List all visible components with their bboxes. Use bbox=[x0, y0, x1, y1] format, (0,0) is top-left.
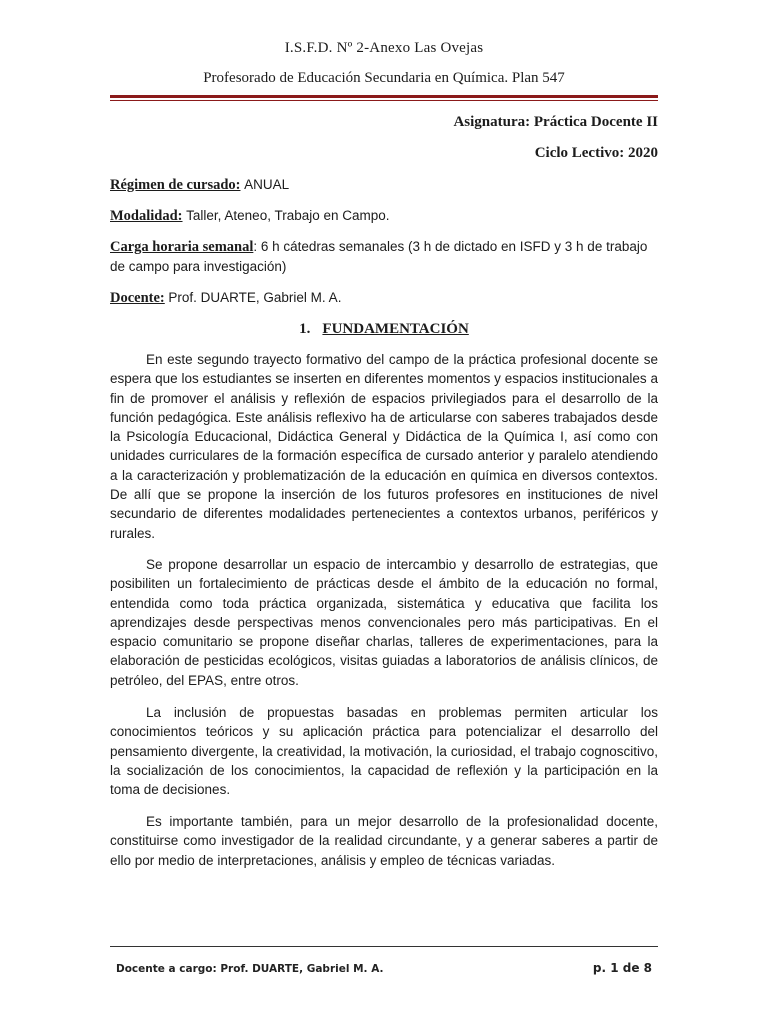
course-cycle: Ciclo Lectivo: 2020 bbox=[534, 145, 658, 161]
regimen-label: Régimen de cursado: bbox=[110, 177, 241, 193]
header-institution: I.S.F.D. Nº 2-Anexo Las Ovejas bbox=[284, 40, 484, 56]
regimen-value: ANUAL bbox=[244, 177, 290, 192]
footer-rule bbox=[110, 946, 658, 947]
course-subject: Asignatura: Práctica Docente II bbox=[453, 114, 658, 130]
docente-value: Prof. DUARTE, Gabriel M. A. bbox=[168, 290, 342, 305]
header-rule-thick bbox=[110, 95, 658, 98]
header-program: Profesorado de Educación Secundaria en Química. Plan 547 bbox=[203, 70, 565, 86]
section-title: FUNDAMENTACIÓN bbox=[322, 321, 469, 337]
meta-carga bbox=[110, 237, 658, 277]
modalidad-value: Taller, Ateneo, Trabajo en Campo. bbox=[186, 208, 390, 223]
meta-regimen bbox=[110, 175, 658, 195]
section-number: 1. bbox=[299, 321, 311, 337]
modalidad-label: Modalidad: bbox=[110, 208, 183, 224]
paragraph: La inclusión de propuestas basadas en problemas permiten articular los conocimientos teóricos y su aplicación práctica para potencializar el desarrollo del pensamiento divergente, la creatividad, la motivación, la curiosidad, el trabajo cognoscitivo, la socialización de los conocimientos, la capacidad de reflexión y la participación en la toma de decisiones. bbox=[110, 705, 658, 798]
paragraph: Se propone desarrollar un espacio de intercambio y desarrollo de estrategias, que posibiliten un fortalecimiento de prácticas desde el ámbito de la educación no formal, entendida como toda práctica organizada, sistemática y educativa que facilita los aprendizajes desde perspectivas menos convencionales pero más participativas. En el espacio comunitario se propone diseñar charlas, talleres de experimentaciones, para la elaboración de pesticidas ecológicos, visitas guiadas a laboratorios de análisis clínicos, de petróleo, del EPAS, entre otros. bbox=[110, 557, 658, 688]
document-page bbox=[110, 0, 658, 1024]
docente-label: Docente: bbox=[110, 290, 165, 306]
paragraph: Es importante también, para un mejor desarrollo de la profesionalidad docente, constituirse como investigador de la realidad circundante, y a generar saberes a partir de ello por medio de interpretaciones, análisis y empleo de técnicas variadas. bbox=[110, 814, 658, 868]
paragraph: En este segundo trayecto formativo del campo de la práctica profesional docente se espera que los estudiantes se inserten en diferentes momentos y espacios institucionales a fin de promover el análisis y reflexión de espacios privilegiados para el desarrollo de la función pedagógica. Este análisis reflexivo ha de articularse con saberes trabajados desde la Psicología Educacional, Didáctica General y Didáctica de la Química I, así como con unidades curriculares de la formación específica de cursado anterior y paralelo atendiendo a la caracterización y problematización de la educación en química en diversos contextos. De allí que se propone la inserción de los futuros profesores en instituciones de nivel secundario de diferentes modalidades pertenecientes a contextos urbanos, periféricos y rurales. bbox=[110, 352, 658, 541]
meta-modalidad bbox=[110, 206, 658, 226]
carga-label: Carga horaria semanal bbox=[110, 239, 254, 255]
footer-page-number: p. 1 de 8 bbox=[592, 961, 652, 975]
section-heading bbox=[110, 321, 658, 338]
footer-teacher: Docente a cargo: Prof. DUARTE, Gabriel M. A. bbox=[116, 963, 384, 975]
carga-value: : 6 h cátedras semanales (3 h de dictado en ISFD y 3 h de trabajo de campo para investigación) bbox=[110, 239, 648, 274]
header-rule-thin bbox=[110, 100, 658, 101]
meta-docente bbox=[110, 288, 658, 308]
